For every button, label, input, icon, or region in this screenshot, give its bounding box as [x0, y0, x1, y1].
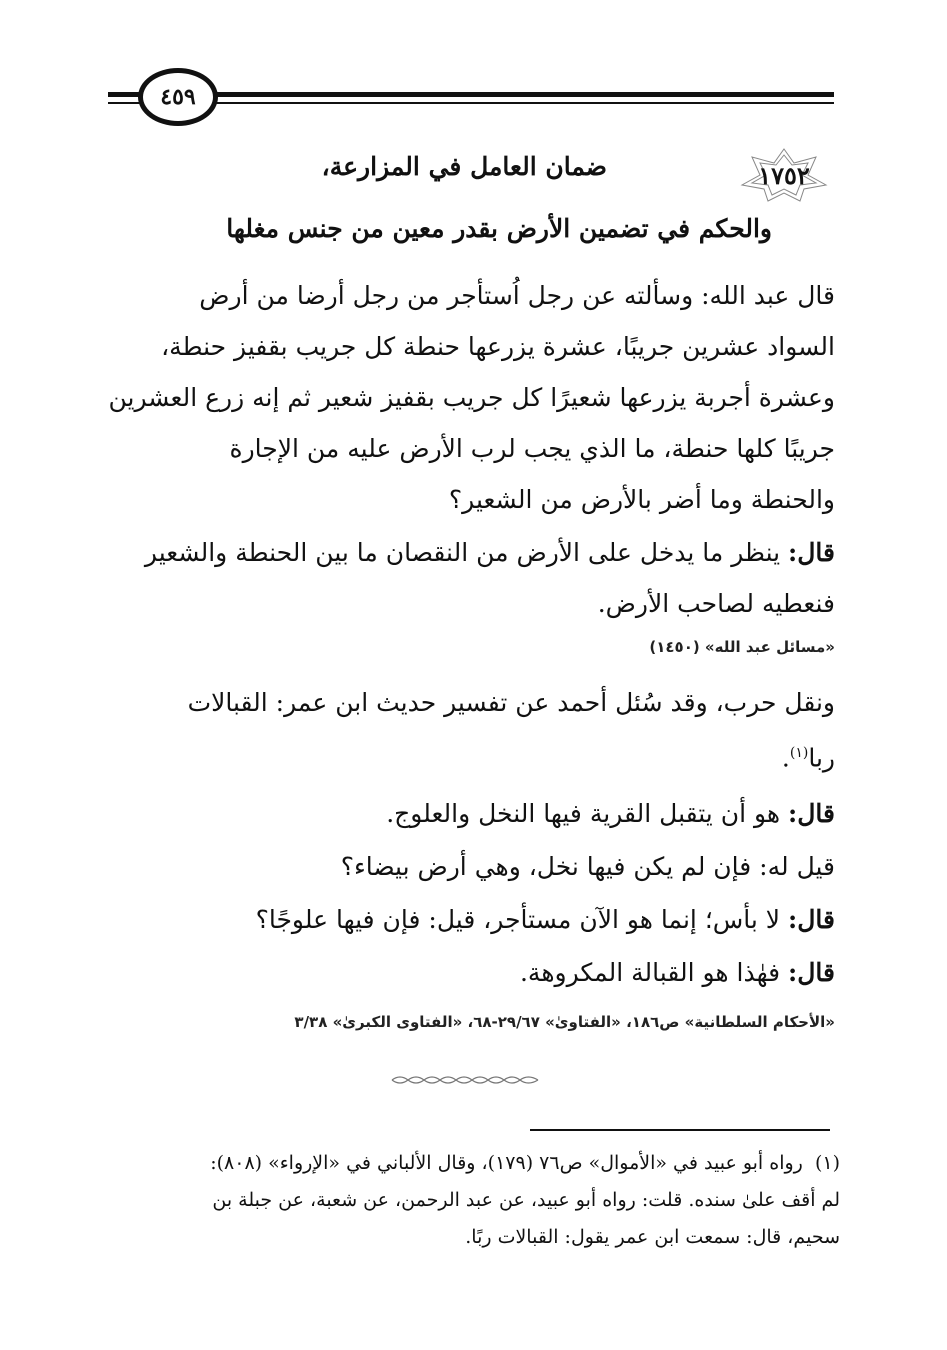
speaker-label: قال: — [788, 958, 835, 987]
text-fragment: ربا — [808, 743, 835, 773]
text-line: وعشرة أجربة يزرعها شعيرًا كل جريب بقفيز شعير ثم إنه زرع العشرين — [108, 383, 835, 412]
text-line: ونقل حرب، وقد سُئل أحمد عن تفسير حديث ابن عمر: القبالات — [187, 688, 835, 717]
entry-number: ١٧٥٢ — [758, 160, 810, 190]
paragraph-1 — [105, 270, 835, 525]
text-line — [105, 728, 835, 783]
page-number-oval — [138, 68, 218, 126]
entry-title-line2: والحكم في تضمين الأرض بقدر معين من جنس مغلها — [226, 214, 772, 243]
qa-line — [105, 946, 835, 999]
footnote-ref: (١) — [789, 745, 809, 761]
qa-text: قيل له: فإن لم يكن فيها نخل، وهي أرض بيضاء؟ — [340, 852, 835, 881]
source-citation-1: «مسائل عبد الله» (١٤٥٠) — [649, 638, 835, 656]
speaker-label: قال: — [788, 799, 835, 828]
text-line: فنعطيه لصاحب الأرض. — [597, 589, 835, 618]
speaker-label: قال: — [788, 538, 835, 567]
footnote-line: سحيم، قال: سمعت ابن عمر يقول: القبالات ربًا. — [465, 1226, 840, 1248]
answer-text: ينظر ما يدخل على الأرض من النقصان ما بين الحنطة والشعير — [144, 538, 781, 567]
text-line: والحنطة وما أضر بالأرض من الشعير؟ — [448, 485, 835, 514]
footnote-marker: (١) — [814, 1152, 840, 1174]
footnote-line — [100, 1145, 840, 1182]
qa-block — [105, 787, 835, 999]
entry-title-line1: ضمان العامل في المزارعة، — [321, 152, 607, 181]
entry-number-badge — [738, 147, 830, 203]
qa-text: لا بأس؛ إنما هو الآن مستأجر، قيل: فإن فيها علوجًا؟ — [255, 905, 781, 934]
page-number: ٤٥٩ — [160, 84, 196, 110]
footnote-rule — [530, 1129, 830, 1131]
text-line: قال عبد الله: وسألته عن رجل اُستأجر من رجل أرضا من أرض — [199, 281, 835, 310]
text-fragment: . — [781, 743, 790, 773]
paragraph-3 — [105, 677, 835, 783]
footnote — [100, 1145, 840, 1256]
header-rule-right — [214, 92, 834, 97]
qa-line — [105, 787, 835, 840]
text-line — [105, 527, 835, 578]
qa-text: هو أن يتقبل القرية فيها النخل والعلوج. — [386, 799, 781, 828]
footnote-text: رواه أبو عبيد في «الأموال» ص٧٦ (١٧٩)، وقال الألباني في «الإرواء» (٨٠٨): — [210, 1152, 803, 1174]
text-line: السواد عشرين جريبًا، عشرة يزرعها حنطة كل جريب بقفيز حنطة، — [161, 332, 835, 361]
header-rule-left-thin — [108, 102, 142, 104]
source-citation-2: «الأحكام السلطانية» ص١٨٦، «الفتاوىٰ» ٢٩/٦٧-٦٨، «الفتاوى الكبرىٰ» ٣/٣٨ — [294, 1013, 835, 1031]
qa-line — [105, 840, 835, 893]
header-rule-left — [108, 92, 142, 97]
footnote-line: لم أقف علىٰ سنده. قلت: رواه أبو عبيد، عن عبد الرحمن، عن شعبة، عن جبلة بن — [212, 1189, 840, 1211]
qa-line — [105, 893, 835, 946]
paragraph-2 — [105, 527, 835, 629]
header-rule-right-thin — [214, 102, 834, 104]
text-line: جريبًا كلها حنطة، ما الذي يجب لرب الأرض عليه من الإجارة — [229, 434, 835, 463]
speaker-label: قال: — [788, 905, 835, 934]
divider-ornament-icon — [390, 1072, 540, 1088]
qa-text: فهٰذا هو القبالة المكروهة. — [519, 958, 781, 987]
